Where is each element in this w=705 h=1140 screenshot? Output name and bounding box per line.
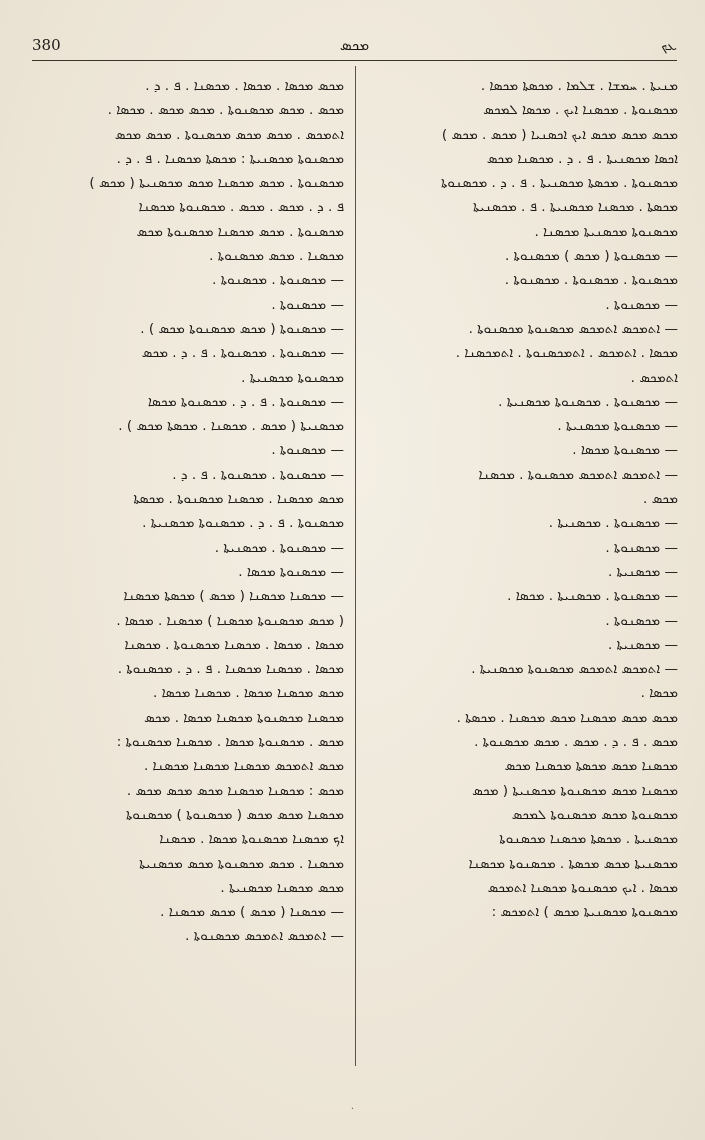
text-line: ܡܟܣ : ܡܟܣܢܐ ܡܟܣܢܐ ܡܟܣ ܡܟܣ ܡܟܣ .	[126, 782, 344, 799]
text-line: — ܡܟܣܢܘܬܐ ܡܟܣܢܝܬܐ .	[557, 418, 678, 435]
text-line: ܡܟܣܢܘܬܐ . ܡܟܣܬܐ ܡܟܣܢܝܬܐ . ܦ . ܕ . ܡܟܣܢܘܬܐ	[440, 175, 678, 192]
text-line: ܡܟܣܐ .	[640, 685, 678, 702]
text-line: ܡܟܣܐ . ܡܟܣܐ . ܡܟܣܢܐ ܡܟܣܢܘܬܐ . ܡܟܣܢܐ	[124, 636, 344, 653]
text-line: ܐܟ ܡܟܣܢܐ ܡܟܣܢܘܬܐ ܡܟܣܐ . ܡܟܣܢܐ	[159, 831, 344, 848]
text-line: ܡܟܣܢܘܬܐ . ܡܟܣ ܡܟܣܢܐ ܡܟܣ ܡܟܣܢܝܬܐ ( ܡܟܣ )	[89, 175, 344, 192]
text-line: ܡܢܝܬܐ . ܚܡܫܐ . ܫܠܡܐ . ܡܟܣܬܐ ܡܟܣܐ .	[480, 78, 678, 94]
text-line: ܡܟܣܢܘܬܐ ܡܟܣܢܝܬܐ .	[241, 369, 344, 386]
text-line: ܡܟܣܢܝܬܐ ܡܟܣ ܡܟܣܬܐ . ܡܟܣܢܘܬܐ ܡܟܣܢܐ	[468, 855, 678, 872]
text-line: — ܡܟܣܢܘܬܐ . ܡܟܣܢܝܬܐ . ܡܟܣܐ .	[507, 588, 678, 605]
column-divider	[355, 66, 356, 1066]
text-line: — ܡܟܣܢܘܬܐ .	[271, 442, 344, 459]
text-line: ܡܟܣܢܘܬܐ . ܡܟܣ ܡܟܣܢܐ ܡܟܣܢܘܬܐ ܡܟܣ	[136, 223, 344, 240]
text-line: ܡܟܣܢܘܬܐ ܡܟܣܢܝܬܐ ܡܟܣ ) ܐܬܡܟܣ :	[491, 904, 678, 921]
text-line: ܡܟܣܢܐ ܡܟܣ ܡܟܣܬܐ ܡܟܣܢܐ ܡܟܣ	[504, 758, 678, 775]
text-line: ܡܟܣ . ܡܟܣ ܡܟܣܢܘܬܐ . ܡܟܣ ܡܟܣ . ܡܟܣܐ .	[107, 102, 344, 119]
text-line: ( ܡܟܣ ܡܟܣܢܘܬܐ ܡܟܣܢܐ ) ܡܟܣܢܐ . ܡܟܣܐ .	[116, 612, 344, 629]
text-line: — ܡܟܣܢܘܬܐ . ܡܟܣܢܘܬܐ . ܦ . ܕ . ܡܟܣ	[141, 345, 344, 362]
page-header	[32, 36, 677, 58]
text-line: — ܐܬܡܟܣ ܐܬܡܟܣ ܡܟܣܢܘܬܐ ܡܟܣܢܘܬܐ .	[468, 320, 678, 337]
text-line: ܡܟܣ ܡܟܣ ܡܟܣ ܐܝܟ ܐܟܣܢܝܐ ( ܡܟܣ . ܡܟܣ )	[441, 126, 678, 143]
text-line: ܡܟܣܢܘܬܐ ܡܟܣ ܡܟܣܢܘܬܐ ܠܡܟܣ	[511, 806, 678, 823]
text-line: ܡܟܣܢܝܬܐ ( ܡܟܣ . ܡܟܣܢܐ . ܡܟܣܬܐ ܡܟܣ ) .	[118, 418, 344, 435]
text-line: ܡܟܣܐ . ܐܝܟ ܡܟܣܢܘܬܐ ܡܟܣܢܐ ܐܬܡܟܣ	[487, 879, 678, 896]
text-line: — ܡܟܣܢܐ ( ܡܟܣ ) ܡܟܣ ܡܟܣܢܐ .	[160, 904, 344, 921]
text-line: ܡܟܣ ܡܟܣܢܐ ܡܟܣܐ . ܡܟܣܢܐ ܡܟܣܐ .	[153, 685, 344, 702]
text-line: — ܡܟܣܢܝܬܐ .	[607, 563, 678, 580]
text-line: — ܐܬܡܟܣ ܐܬܡܟܣ ܡܟܣܢܘܬܐ . ܡܟܣܢܐ	[478, 466, 678, 483]
text-line: — ܡܟܣܢܘܬܐ ( ܡܟܣ ܡܟܣܢܘܬܐ ܡܟܣ ) .	[140, 320, 344, 337]
text-line: ܡܟܣ ܡܟܣ ܡܟܣܢܐ ܡܟܣ ܡܟܣܢܐ . ܡܟܣܬܐ .	[456, 709, 678, 726]
text-line: — ܡܟܣܢܘܬܐ ܡܟܣܐ .	[572, 442, 678, 459]
text-line: ܡܟܣܢܝܬܐ . ܡܟܣܬܐ ܡܟܣܢܐ ܡܟܣܢܘܬܐ	[499, 831, 678, 848]
text-line: ܡܟܣܢܐ ܡܟܣ ܡܟܣ ( ܡܟܣܢܘܬܐ ) ܡܟܣܢܘܬܐ	[125, 806, 344, 823]
text-line: — ܡܟܣܢܘܬܐ ( ܡܟܣ ) ܡܟܣܢܘܬܐ .	[504, 248, 678, 265]
right-column	[368, 74, 678, 1064]
text-line: ܐܬܡܟܣ .	[630, 369, 678, 386]
text-line: — ܡܟܣܢܝܬܐ .	[607, 636, 678, 653]
text-line: ܡܟܣܢܘܬܐ . ܦ . ܕ . ܡܟܣܢܘܬܐ ܡܟܣܢܝܬܐ .	[142, 515, 344, 532]
text-line: ܡܟܣ .	[643, 491, 678, 508]
text-line: ܐܟܣܐ ܡܟܣܢܝܬܐ . ܦ . ܕ . ܡܟܣܢܐ ܡܟܣ	[486, 150, 678, 167]
page-number: 380	[32, 36, 61, 54]
text-line: ܡܟܣܐ . ܡܟܣܢܐ ܡܟܣܢܐ . ܦ . ܕ . ܡܟܣܢܘܬܐ .	[117, 661, 344, 678]
left-column	[34, 74, 344, 1064]
text-line: — ܡܟܣܢܘܬܐ .	[271, 296, 344, 313]
text-line: ܡܟܣܢܘܬܐ . ܡܟܣܢܘܬܐ . ܡܟܣܢܘܬܐ .	[504, 272, 678, 289]
text-line: ܦ . ܕ . ܡܟܣ . ܡܟܣ . ܡܟܣܢܘܬܐ ܡܟܣܢܐ	[138, 199, 344, 216]
guide-word: ܥܟ	[661, 36, 677, 54]
running-head: ܡܟܣ	[339, 36, 370, 54]
text-line: — ܡܟܣܢܘܬܐ .	[605, 296, 678, 313]
text-line: — ܡܟܣܢܘܬܐ . ܡܟܣܢܘܬܐ ܡܟܣܢܝܬܐ .	[498, 393, 678, 410]
text-line: ܡܟܣܢܘܬܐ . ܡܟܣܢܐ ܐܝܟ . ܡܟܣܐ ܠܡܟܣ	[483, 102, 678, 119]
text-line: — ܐܬܡܟܣ ܐܬܡܟܣ ܡܟܣܢܘܬܐ .	[185, 928, 344, 945]
text-line: — ܡܟܣܢܘܬܐ .	[605, 612, 678, 629]
text-line: — ܡܟܣܢܘܬܐ . ܦ . ܕ . ܡܟܣܢܘܬܐ ܡܟܣܐ	[147, 393, 344, 410]
text-line: ܡܟܣܐ . ܐܬܡܟܣ . ܐܬܡܟܣܢܘܬܐ . ܐܬܡܟܣܢܐ .	[455, 345, 678, 362]
header-rule	[32, 60, 677, 61]
text-line: ܡܟܣܢܐ . ܡܟܣ ܡܟܣܢܘܬܐ ܡܟܣ ܡܟܣܢܝܬܐ	[139, 855, 344, 872]
text-line: ܡܟܣ . ܡܟܣܢܘܬܐ ܡܟܣܐ . ܡܟܣܢܐ ܡܟܣܢܘܬܐ :	[116, 734, 344, 751]
text-line: — ܡܟܣܢܘܬܐ . ܡܟܣܢܘܬܐ .	[212, 272, 344, 289]
text-line: ܡܟܣ ܡܟܣܢܐ . ܡܟܣܢܐ ܡܟܣܢܘܬܐ . ܡܟܣܬܐ	[133, 491, 344, 508]
text-line: ܡܟܣܬܐ . ܡܟܣܢܐ ܡܟܣܢܝܬܐ . ܦ . ܡܟܣܢܝܬܐ	[473, 199, 678, 216]
footer-mark: ·	[350, 1104, 355, 1115]
text-line: ܐܬܡܟܣ . ܡܟܣ ܡܟܣ ܡܟܣܢܘܬܐ . ܡܟܣ ܡܟܣ	[114, 126, 344, 143]
text-line: — ܡܟܣܢܐ ܡܟܣܢܐ ( ܡܟܣ ) ܡܟܣܬܐ ܡܟܣܢܐ	[123, 588, 344, 605]
text-line: ܡܟܣܢܘܬܐ ܡܟܣܢܝܬܐ : ܡܟܣܬܐ ܡܟܣܢܐ . ܦ . ܕ .	[116, 150, 344, 167]
text-line: ܡܟܣܢܐ . ܡܟܣ ܡܟܣܢܘܬܐ .	[209, 248, 344, 265]
text-line: — ܐܬܡܟܣ ܐܬܡܟܣ ܡܟܣܢܘܬܐ ܡܟܣܢܝܬܐ .	[471, 661, 678, 678]
text-line: ܡܟܣ . ܦ . ܕ . ܡܟܣ . ܡܟܣ ܡܟܣܢܘܬܐ .	[474, 734, 678, 751]
text-line: — ܡܟܣܢܘܬܐ .	[605, 539, 678, 556]
text-line: — ܡܟܣܢܘܬܐ ܡܟܣܐ .	[238, 563, 344, 580]
text-line: ܡܟܣ ܡܟܣܐ . ܡܟܣܐ . ܡܟܣܢܐ . ܦ . ܕ .	[145, 78, 344, 94]
text-line: — ܡܟܣܢܘܬܐ . ܡܟܣܢܝܬܐ .	[548, 515, 678, 532]
text-line: — ܡܟܣܢܘܬܐ . ܡܟܣܢܝܬܐ .	[214, 539, 344, 556]
text-line: ܡܟܣܢܘܬܐ ܡܟܣܢܝܬܐ ܡܟܣܢܐ .	[534, 223, 678, 240]
text-line: ܡܟܣ ܡܟܣܢܐ ܡܟܣܢܝܬܐ .	[220, 879, 344, 896]
text-line: — ܡܟܣܢܘܬܐ . ܡܟܣܢܘܬܐ . ܦ . ܕ .	[172, 466, 344, 483]
text-line: ܡܟܣܢܐ ܡܟܣ ܡܟܣܢܘܬܐ ܡܟܣܢܝܬܐ ( ܡܟܣ	[472, 782, 678, 799]
text-line: ܡܟܣܢܐ ܡܟܣܢܘܬܐ ܡܟܣܢܐ ܡܟܣܐ . ܡܟܣ	[144, 709, 344, 726]
text-line: ܡܟܣ ܐܬܡܟܣ ܡܟܣܢܐ ܡܟܣܢܐ ܡܟܣܢܐ .	[143, 758, 344, 775]
